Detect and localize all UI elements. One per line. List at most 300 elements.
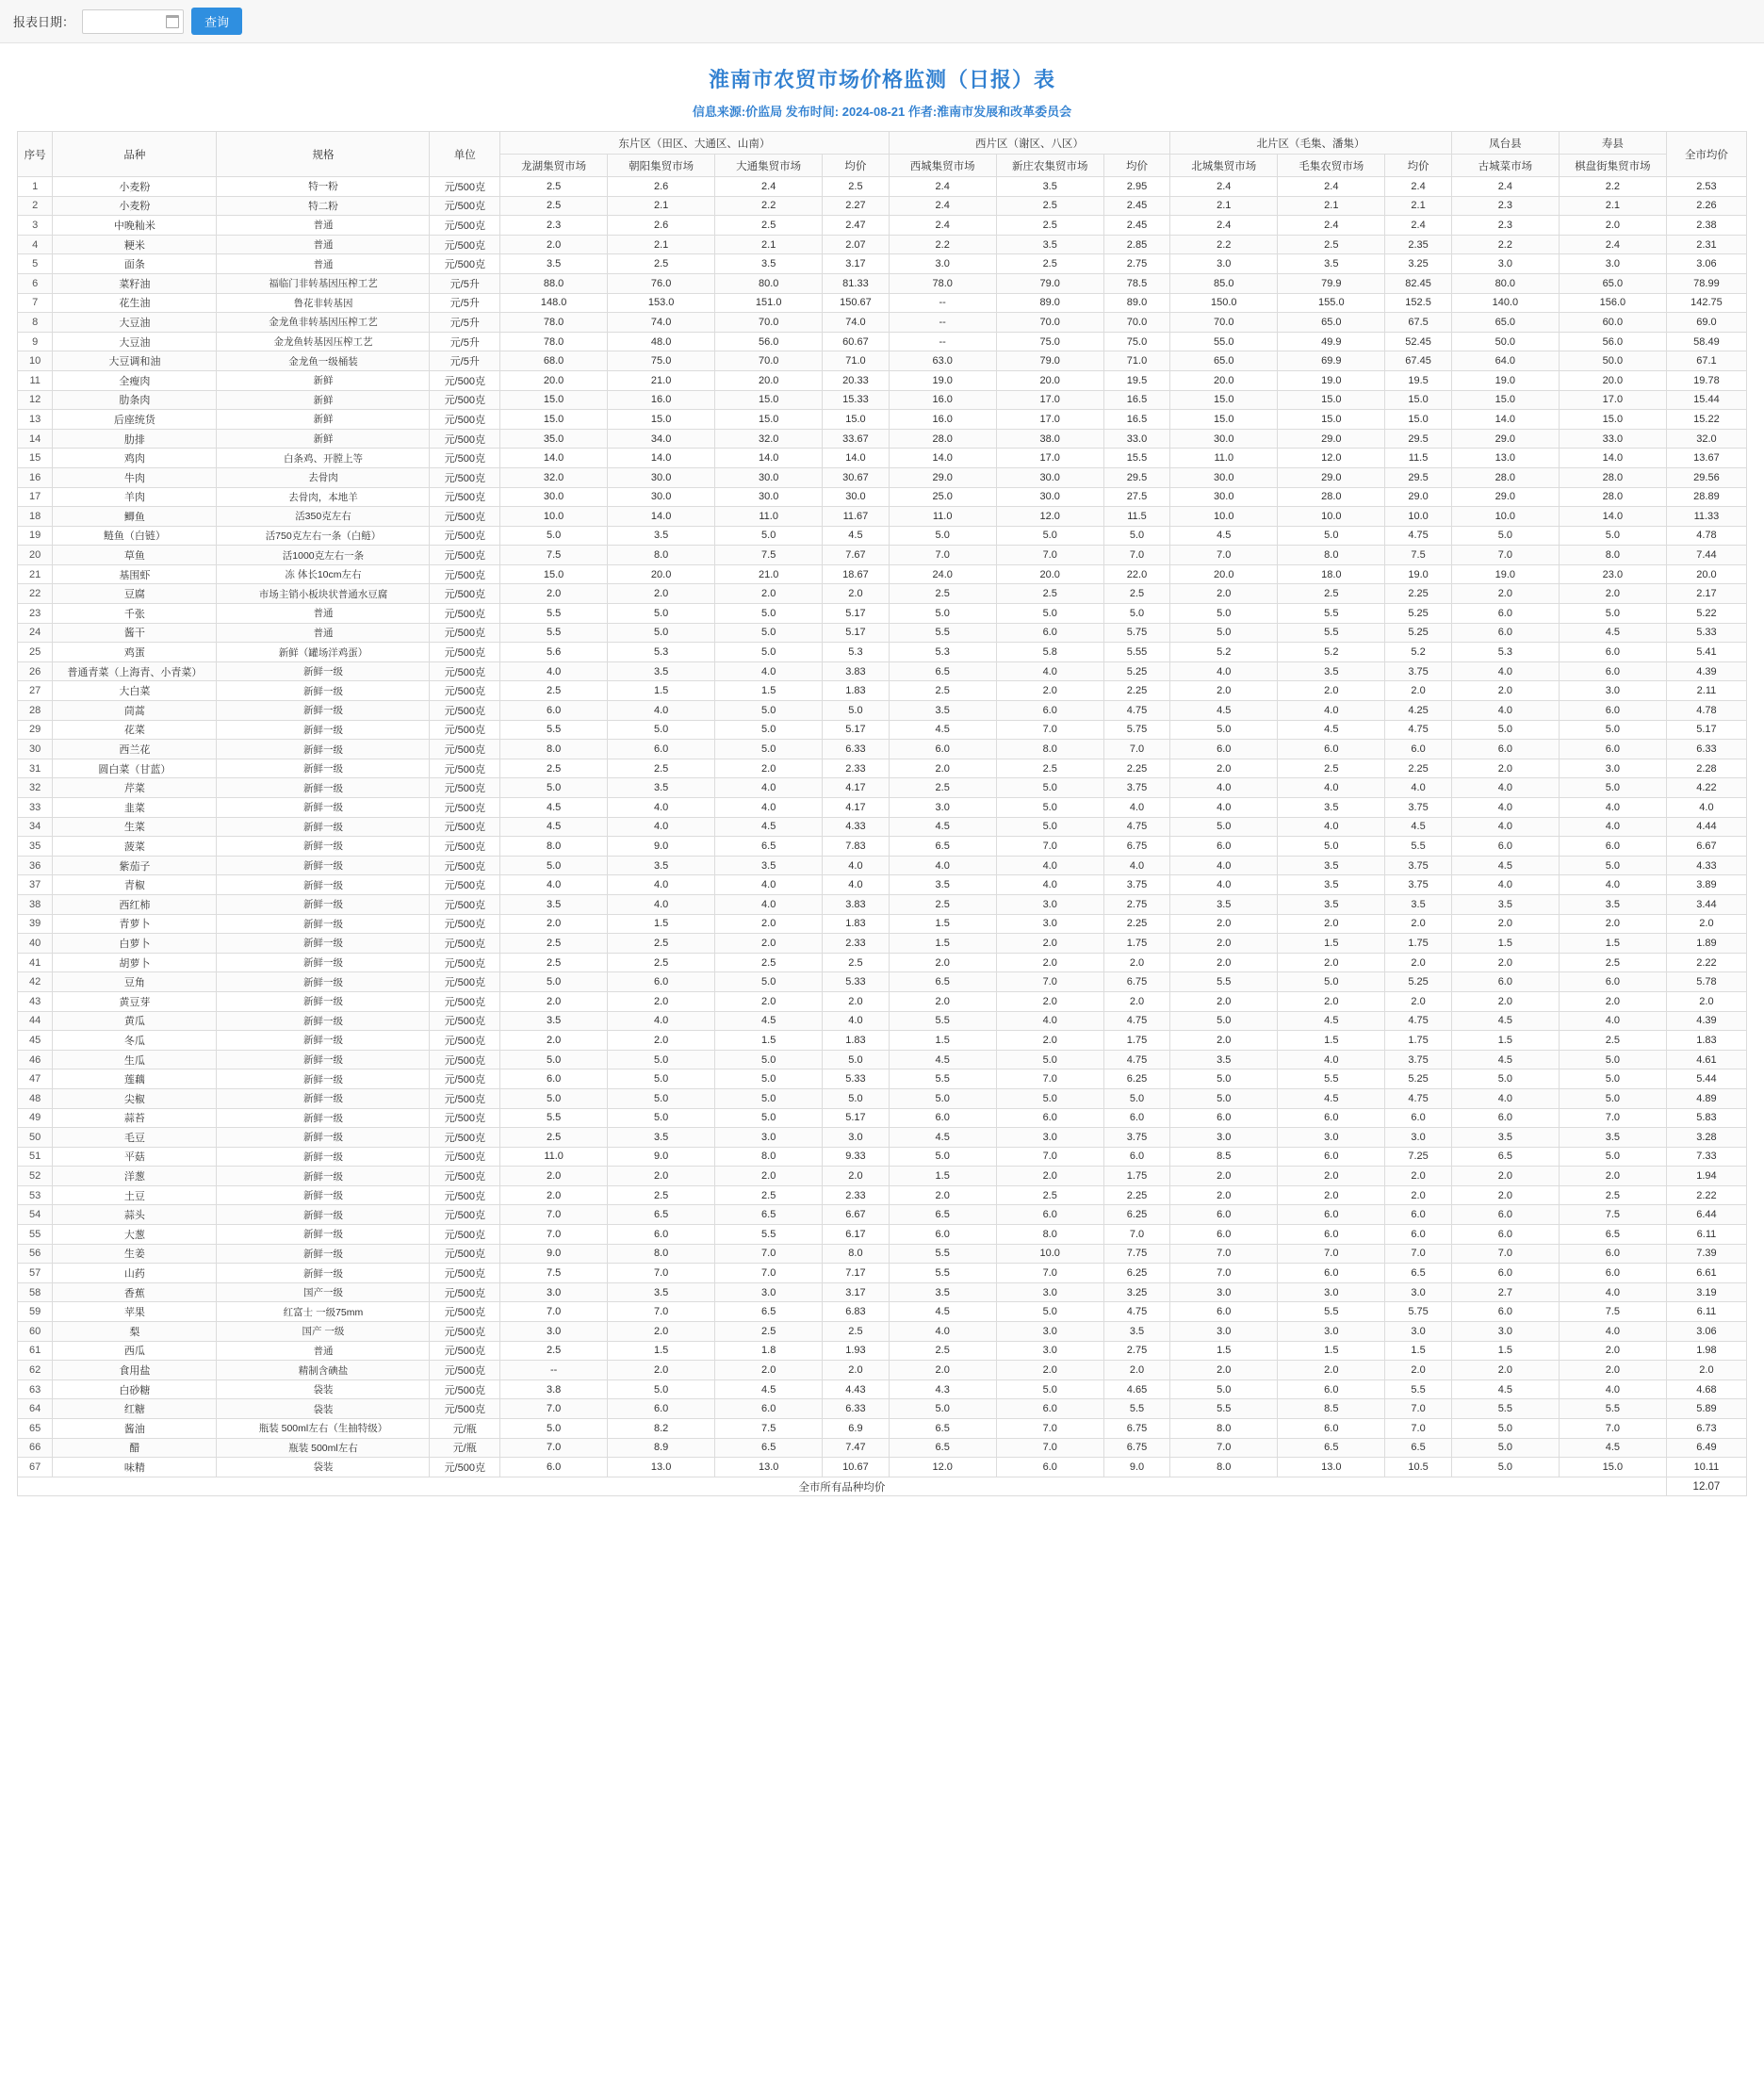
table-cell: 5.33	[823, 1069, 889, 1089]
table-cell: 30.67	[823, 467, 889, 487]
table-cell: 78.5	[1103, 273, 1170, 293]
table-cell: 3.0	[1170, 1128, 1278, 1148]
table-cell: 新鲜一级	[217, 661, 430, 681]
table-cell: 8.0	[715, 1147, 823, 1167]
table-row	[18, 351, 1747, 371]
table-row	[18, 273, 1747, 293]
table-cell: 元/500克	[430, 604, 500, 624]
table-cell: 3	[18, 216, 53, 236]
table-row	[18, 661, 1747, 681]
table-cell: 1.83	[823, 1031, 889, 1051]
table-cell: 7.0	[500, 1225, 608, 1245]
table-cell: 6.0	[1559, 701, 1666, 721]
table-row	[18, 1419, 1747, 1439]
table-cell: 4.5	[889, 720, 996, 740]
calendar-icon[interactable]	[166, 15, 179, 28]
table-cell: 8.0	[1278, 546, 1385, 565]
table-cell: 6.67	[823, 1205, 889, 1225]
table-cell: 2.0	[715, 584, 823, 604]
table-cell: 2.0	[996, 991, 1103, 1011]
table-cell: 32.0	[1666, 429, 1746, 449]
table-cell: 15.0	[1170, 390, 1278, 410]
table-cell: 4.0	[608, 875, 715, 895]
table-cell: 4.3	[889, 1379, 996, 1399]
table-cell: 3.5	[608, 661, 715, 681]
table-cell: 15	[18, 449, 53, 468]
table-cell: 27	[18, 681, 53, 701]
table-cell: 5.0	[1559, 856, 1666, 875]
table-cell: 5.5	[1278, 1302, 1385, 1322]
table-cell: 10.67	[823, 1458, 889, 1477]
table-cell: 5.0	[500, 856, 608, 875]
table-cell: 草鱼	[53, 546, 217, 565]
table-cell: 5.2	[1278, 643, 1385, 662]
table-cell: 30.0	[1170, 487, 1278, 507]
table-cell: 牛肉	[53, 467, 217, 487]
table-cell: 2.5	[1559, 1185, 1666, 1205]
table-cell: 7.67	[823, 546, 889, 565]
table-cell: 28.0	[1278, 487, 1385, 507]
table-cell: 3.0	[1559, 759, 1666, 778]
table-cell: 2.0	[500, 584, 608, 604]
table-cell: 2.5	[500, 953, 608, 972]
table-cell: 63	[18, 1379, 53, 1399]
table-cell: 4.17	[823, 798, 889, 818]
table-cell: 6.61	[1666, 1264, 1746, 1283]
table-cell: 西兰花	[53, 740, 217, 759]
table-cell: 白条鸡、开膛上等	[217, 449, 430, 468]
table-cell: 3.5	[608, 1128, 715, 1148]
table-cell: 5.0	[889, 526, 996, 546]
table-cell: 38	[18, 894, 53, 914]
table-cell: 白萝卜	[53, 934, 217, 954]
table-cell: 3.5	[1559, 894, 1666, 914]
table-cell: 11.0	[715, 507, 823, 527]
table-cell: 33.0	[1559, 429, 1666, 449]
table-cell: 21.0	[608, 370, 715, 390]
table-cell: 82.45	[1385, 273, 1452, 293]
column-header: 均价	[1103, 155, 1170, 177]
table-cell: 4.0	[1385, 778, 1452, 798]
table-cell: 2.0	[996, 953, 1103, 972]
table-cell: 2.2	[889, 235, 996, 254]
table-cell: 37	[18, 875, 53, 895]
column-header: 古城菜市场	[1451, 155, 1559, 177]
table-cell: 4.0	[1278, 1050, 1385, 1069]
table-cell: 25.0	[889, 487, 996, 507]
table-cell: 2.0	[823, 991, 889, 1011]
table-cell: 元/500克	[430, 623, 500, 643]
table-cell: 15.5	[1103, 449, 1170, 468]
table-cell: 4.78	[1666, 701, 1746, 721]
table-cell: 2.5	[889, 894, 996, 914]
table-cell: 3.5	[1170, 894, 1278, 914]
table-cell: 2.35	[1385, 235, 1452, 254]
table-cell: 15.0	[1278, 390, 1385, 410]
table-cell: 5.55	[1103, 643, 1170, 662]
table-cell: 元/500克	[430, 1108, 500, 1128]
table-cell: 鸡肉	[53, 449, 217, 468]
table-cell: 42	[18, 972, 53, 992]
table-cell: 65.0	[1559, 273, 1666, 293]
table-cell: 元/500克	[430, 837, 500, 857]
table-cell: 韭菜	[53, 798, 217, 818]
table-cell: 2.0	[1385, 681, 1452, 701]
table-cell: 20.33	[823, 370, 889, 390]
table-cell: 60.0	[1559, 313, 1666, 333]
table-cell: 64	[18, 1399, 53, 1419]
table-head	[18, 132, 1747, 177]
query-button[interactable]: 查询	[191, 8, 242, 35]
table-cell: 6.0	[1559, 740, 1666, 759]
table-cell: 75.0	[608, 351, 715, 371]
table-cell: 62	[18, 1361, 53, 1380]
table-cell: 7.0	[996, 1069, 1103, 1089]
table-cell: 5.0	[500, 526, 608, 546]
table-cell: 鲫鱼	[53, 507, 217, 527]
table-cell: 85.0	[1170, 273, 1278, 293]
table-cell: 3.0	[996, 1322, 1103, 1342]
table-cell: 洋葱	[53, 1167, 217, 1186]
table-cell: 4.0	[1559, 875, 1666, 895]
table-cell: 3.0	[1451, 254, 1559, 274]
table-cell: 2.5	[715, 1322, 823, 1342]
table-cell: 元/500克	[430, 449, 500, 468]
table-cell: 2.0	[1385, 1185, 1452, 1205]
table-cell: 青椒	[53, 875, 217, 895]
table-cell: 6.0	[996, 623, 1103, 643]
table-cell: 7.0	[500, 1438, 608, 1458]
table-cell: 元/500克	[430, 1264, 500, 1283]
footer-value: 12.07	[1666, 1477, 1746, 1496]
table-row	[18, 254, 1747, 274]
table-cell: 大豆油	[53, 332, 217, 351]
table-cell: 5.17	[823, 604, 889, 624]
table-cell: 5.0	[996, 1088, 1103, 1108]
table-cell: --	[889, 332, 996, 351]
table-cell: 5.0	[1559, 1050, 1666, 1069]
table-cell: 4.25	[1385, 701, 1452, 721]
table-cell: 5.0	[1559, 1088, 1666, 1108]
table-cell: 2.1	[608, 235, 715, 254]
table-cell: 2.0	[1278, 914, 1385, 934]
column-group-header: 东片区（田区、大通区、山南）	[500, 132, 890, 155]
table-cell: 6.0	[889, 1225, 996, 1245]
table-cell: 7.39	[1666, 1244, 1746, 1264]
table-cell: 8.0	[996, 740, 1103, 759]
table-row	[18, 1244, 1747, 1264]
table-cell: 4.5	[1559, 1438, 1666, 1458]
table-row	[18, 196, 1747, 216]
table-cell: 5.25	[1385, 604, 1452, 624]
report-date-input[interactable]	[82, 9, 184, 34]
table-cell: 6.0	[1170, 1108, 1278, 1128]
table-cell: 7.0	[1103, 740, 1170, 759]
table-cell: 2.0	[1666, 991, 1746, 1011]
table-cell: 2.4	[1278, 216, 1385, 236]
table-cell: 11	[18, 370, 53, 390]
table-cell: 1.75	[1103, 934, 1170, 954]
table-cell: 34	[18, 817, 53, 837]
table-cell: 14.0	[715, 449, 823, 468]
table-cell: 7.75	[1103, 1244, 1170, 1264]
table-cell: 3.5	[1278, 856, 1385, 875]
table-cell: 4.78	[1666, 526, 1746, 546]
table-cell: 6.0	[1385, 1108, 1452, 1128]
table-cell: 5.0	[715, 720, 823, 740]
table-cell: 元/500克	[430, 934, 500, 954]
table-cell: 3.0	[996, 1282, 1103, 1302]
table-cell: 5.0	[996, 1050, 1103, 1069]
table-cell: 2.5	[500, 177, 608, 197]
table-cell: 7.5	[500, 546, 608, 565]
table-cell: 2.75	[1103, 254, 1170, 274]
table-cell: 3.06	[1666, 254, 1746, 274]
table-cell: 生菜	[53, 817, 217, 837]
table-cell: 3.0	[715, 1282, 823, 1302]
table-cell: 2.0	[1278, 1167, 1385, 1186]
table-cell: 6.67	[1666, 837, 1746, 857]
table-cell: 普通	[217, 235, 430, 254]
table-cell: 5.75	[1103, 623, 1170, 643]
table-cell: 5.5	[1559, 1399, 1666, 1419]
table-cell: 4.5	[1278, 1088, 1385, 1108]
table-cell: 6.0	[1103, 1147, 1170, 1167]
table-cell: 袋装	[217, 1458, 430, 1477]
table-cell: 梨	[53, 1322, 217, 1342]
table-cell: 5.0	[1451, 526, 1559, 546]
table-cell: 29.0	[1278, 429, 1385, 449]
table-cell: 5.0	[996, 1302, 1103, 1322]
table-cell: 元/500克	[430, 467, 500, 487]
table-cell: 15.0	[608, 410, 715, 430]
table-cell: 2.5	[500, 681, 608, 701]
table-cell: 55	[18, 1225, 53, 1245]
table-cell: 48	[18, 1088, 53, 1108]
table-cell: 6.0	[1451, 1108, 1559, 1128]
table-cell: 5.0	[1451, 1419, 1559, 1439]
table-cell: 7.0	[1170, 1264, 1278, 1283]
table-cell: 11.67	[823, 507, 889, 527]
table-row	[18, 681, 1747, 701]
table-cell: 西红柿	[53, 894, 217, 914]
table-cell: 2.0	[1385, 1167, 1452, 1186]
table-cell: 市场主销小板块状普通水豆腐	[217, 584, 430, 604]
table-cell: 1.5	[715, 681, 823, 701]
table-cell: 7.5	[1385, 546, 1452, 565]
column-header: 北城集贸市场	[1170, 155, 1278, 177]
table-cell: 元/500克	[430, 701, 500, 721]
table-cell: 8.0	[500, 740, 608, 759]
table-cell: 6.0	[1559, 661, 1666, 681]
table-cell: 4.0	[1559, 1379, 1666, 1399]
table-cell: 鲢鱼（白链）	[53, 526, 217, 546]
table-cell: 30.0	[608, 467, 715, 487]
table-cell: 3.0	[1385, 1128, 1452, 1148]
table-row	[18, 817, 1747, 837]
table-cell: 5.0	[1559, 604, 1666, 624]
table-cell: 中晚籼米	[53, 216, 217, 236]
table-cell: 2.5	[1559, 1031, 1666, 1051]
table-cell: 3.17	[823, 1282, 889, 1302]
table-cell: 2.5	[608, 759, 715, 778]
table-cell: 30.0	[996, 467, 1103, 487]
column-group-header: 全市均价	[1666, 132, 1746, 177]
table-cell: 红糖	[53, 1399, 217, 1419]
table-cell: 2.0	[1170, 934, 1278, 954]
table-cell: 6.0	[1278, 740, 1385, 759]
table-cell: 元/500克	[430, 1399, 500, 1419]
table-cell: 4.0	[1103, 798, 1170, 818]
table-row	[18, 449, 1747, 468]
table-cell: 3.0	[1385, 1282, 1452, 1302]
table-cell: 8.0	[1170, 1458, 1278, 1477]
table-cell: 12.0	[889, 1458, 996, 1477]
table-cell: 精制含碘盐	[217, 1361, 430, 1380]
table-cell: 4.0	[1170, 661, 1278, 681]
table-cell: 5.3	[1451, 643, 1559, 662]
table-cell: 活350克左右	[217, 507, 430, 527]
table-cell: 基围虾	[53, 564, 217, 584]
table-cell: 6.0	[1451, 1205, 1559, 1225]
table-cell: 2.0	[608, 1167, 715, 1186]
table-cell: 2.0	[1278, 1361, 1385, 1380]
table-cell: 78.99	[1666, 273, 1746, 293]
table-cell: 5.0	[500, 1419, 608, 1439]
table-cell: 元/500克	[430, 177, 500, 197]
table-cell: 6.0	[889, 1108, 996, 1128]
table-cell: 2.5	[1103, 584, 1170, 604]
table-cell: 新鲜一级	[217, 1128, 430, 1148]
table-cell: 7.0	[996, 837, 1103, 857]
table-cell: 23.0	[1559, 564, 1666, 584]
table-cell: 28	[18, 701, 53, 721]
table-cell: 4.5	[1170, 526, 1278, 546]
table-cell: 11.33	[1666, 507, 1746, 527]
table-cell: --	[500, 1361, 608, 1380]
table-cell: 3.5	[1385, 894, 1452, 914]
table-cell: 7.0	[996, 720, 1103, 740]
table-cell: 20.0	[996, 564, 1103, 584]
table-cell: 7.0	[889, 546, 996, 565]
table-cell: 3.0	[1170, 1322, 1278, 1342]
table-cell: 51	[18, 1147, 53, 1167]
table-cell: 5.0	[823, 1050, 889, 1069]
table-cell: 花生油	[53, 293, 217, 313]
table-cell: 5.0	[1103, 1088, 1170, 1108]
table-cell: 19.0	[889, 370, 996, 390]
table-cell: 4.0	[1451, 817, 1559, 837]
table-row	[18, 526, 1747, 546]
table-cell: 2.0	[500, 235, 608, 254]
table-cell: 2.2	[1559, 177, 1666, 197]
table-cell: 2.4	[1170, 177, 1278, 197]
table-cell: 6.0	[1170, 837, 1278, 857]
column-header: 新庄农集贸市场	[996, 155, 1103, 177]
table-cell: 7.0	[996, 972, 1103, 992]
table-cell: 新鲜一级	[217, 1244, 430, 1264]
column-group-header: 品种	[53, 132, 217, 177]
table-cell: 2.0	[500, 1031, 608, 1051]
table-row	[18, 759, 1747, 778]
table-cell: 2.3	[1451, 196, 1559, 216]
table-cell: 153.0	[608, 293, 715, 313]
table-cell: 17.0	[996, 449, 1103, 468]
table-cell: 7.5	[1559, 1205, 1666, 1225]
table-cell: 4.44	[1666, 817, 1746, 837]
table-cell: 山药	[53, 1264, 217, 1283]
table-cell: 25	[18, 643, 53, 662]
table-cell: 4.0	[1559, 1011, 1666, 1031]
table-cell: 西瓜	[53, 1341, 217, 1361]
table-cell: 6.0	[500, 1069, 608, 1089]
table-cell: 元/500克	[430, 894, 500, 914]
table-cell: 10.0	[996, 1244, 1103, 1264]
table-cell: 5.75	[1385, 1302, 1452, 1322]
table-cell: 60	[18, 1322, 53, 1342]
table-cell: 元/500克	[430, 856, 500, 875]
table-cell: 13.0	[1278, 1458, 1385, 1477]
table-cell: 新鲜（罐场洋鸡蛋）	[217, 643, 430, 662]
table-cell: 3.5	[608, 778, 715, 798]
table-cell: 普通	[217, 623, 430, 643]
table-cell: 32.0	[715, 429, 823, 449]
table-cell: 4.61	[1666, 1050, 1746, 1069]
table-cell: 元/500克	[430, 1282, 500, 1302]
table-cell: 20.0	[1559, 370, 1666, 390]
table-cell: 6.33	[1666, 740, 1746, 759]
table-row	[18, 332, 1747, 351]
table-cell: 2.5	[996, 196, 1103, 216]
table-cell: 71.0	[1103, 351, 1170, 371]
table-cell: 1.75	[1385, 934, 1452, 954]
table-cell: 2.0	[889, 1361, 996, 1380]
table-cell: 2.45	[1103, 216, 1170, 236]
table-cell: 4.5	[1451, 856, 1559, 875]
table-cell: 15.0	[1451, 390, 1559, 410]
table-cell: 2.25	[1385, 584, 1452, 604]
table-cell: 6.0	[1278, 1225, 1385, 1245]
table-cell: 142.75	[1666, 293, 1746, 313]
table-row	[18, 584, 1747, 604]
table-cell: 2.0	[715, 934, 823, 954]
table-cell: 30.0	[715, 487, 823, 507]
table-cell: 4.5	[889, 817, 996, 837]
table-cell: 6.0	[1278, 1264, 1385, 1283]
table-cell: 1.83	[1666, 1031, 1746, 1051]
table-cell: 4.0	[1278, 701, 1385, 721]
table-cell: 79.9	[1278, 273, 1385, 293]
table-cell: 3.0	[996, 914, 1103, 934]
table-cell: 19.78	[1666, 370, 1746, 390]
table-cell: 6.0	[996, 1399, 1103, 1419]
table-cell: 23	[18, 604, 53, 624]
table-cell: 7.5	[500, 1264, 608, 1283]
table-cell: 34.0	[608, 429, 715, 449]
table-cell: 醋	[53, 1438, 217, 1458]
table-cell: 3.19	[1666, 1282, 1746, 1302]
table-cell: 6.5	[715, 1438, 823, 1458]
table-cell: 2.1	[1170, 196, 1278, 216]
table-cell: 3.0	[823, 1128, 889, 1148]
table-cell: 2.1	[1559, 196, 1666, 216]
table-cell: 2.0	[1103, 1361, 1170, 1380]
column-group-header: 序号	[18, 132, 53, 177]
table-cell: 莲藕	[53, 1069, 217, 1089]
table-cell: 2.0	[889, 991, 996, 1011]
table-cell: 8.0	[823, 1244, 889, 1264]
table-cell: 2.11	[1666, 681, 1746, 701]
